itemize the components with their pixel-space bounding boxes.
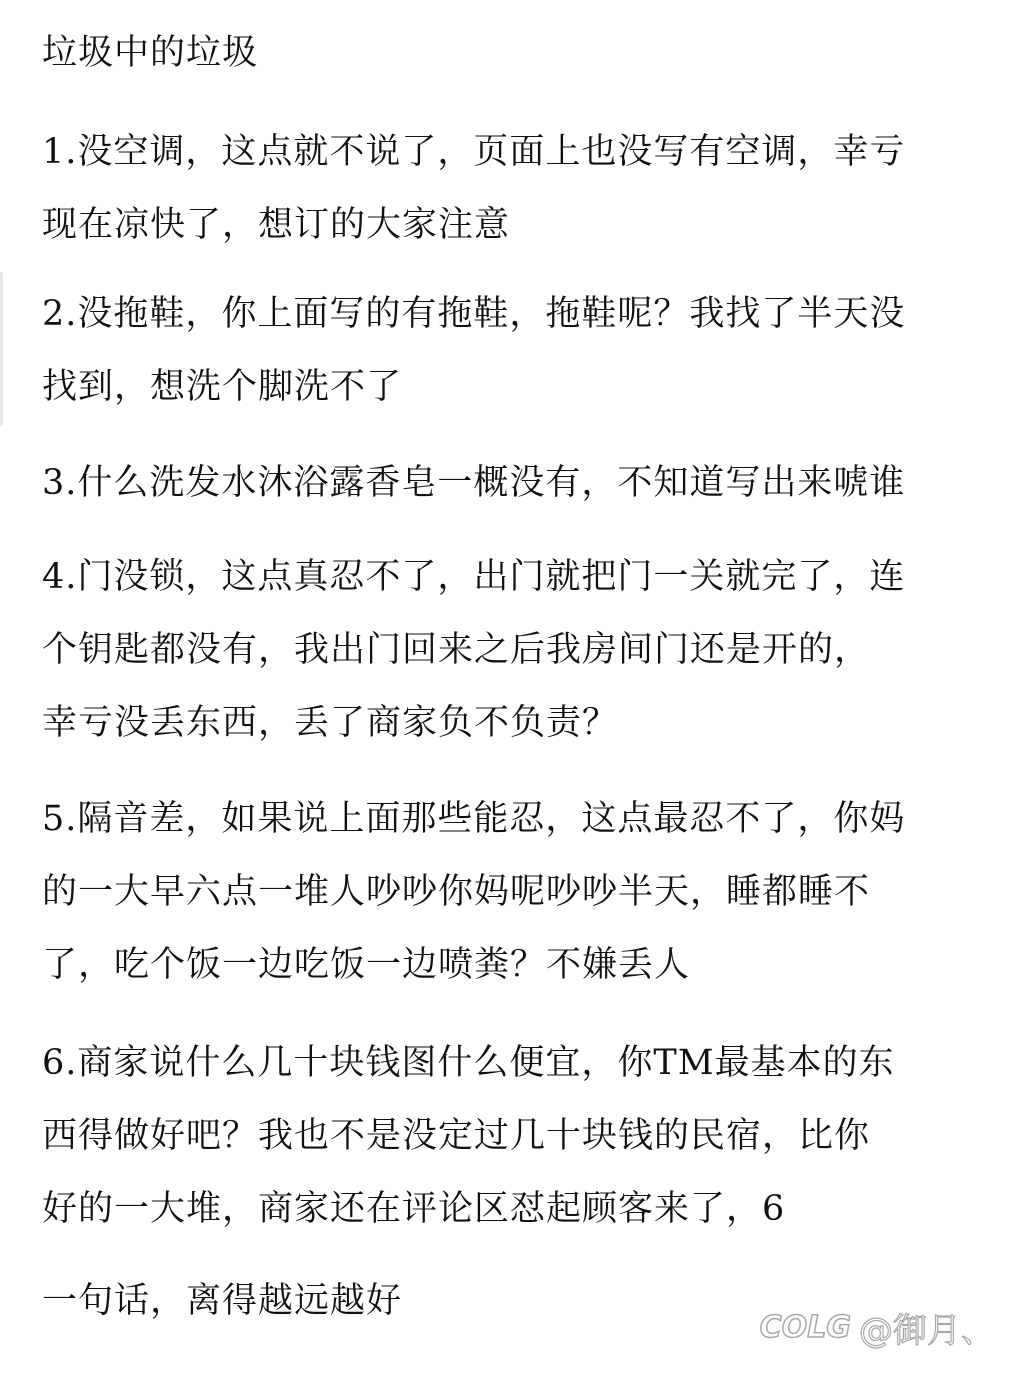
scroll-indicator [0, 272, 3, 426]
text-line: 好的一大堆，商家还在评论区怼起顾客来了，6 [42, 1189, 786, 1229]
text-line: 2.没拖鞋，你上面写的有拖鞋，拖鞋呢？我找了半天没 [42, 294, 906, 334]
text-line: 了，吃个饭一边吃饭一边喷粪？不嫌丢人 [42, 945, 691, 985]
text-line: 找到，想洗个脚洗不了 [42, 367, 403, 407]
closing-remark: 一句话，离得越远越好 [42, 1281, 403, 1321]
watermark [760, 1303, 995, 1352]
text-line: 3.什么洗发水沐浴露香皂一概没有，不知道写出来唬谁 [42, 463, 906, 503]
complaint-item-4 [42, 541, 997, 760]
text-line: 4.门没锁，这点真忍不了，出门就把门一关就完了，连 [42, 557, 906, 597]
review-title: 垃圾中的垃圾 [42, 33, 259, 73]
text-line: 西得做好吧？我也不是没定过几十块钱的民宿，比你 [42, 1116, 871, 1156]
text-line: 的一大早六点一堆人吵吵你妈呢吵吵半天，睡都睡不 [42, 872, 871, 912]
text-line: 5.隔音差，如果说上面那些能忍，这点最忍不了，你妈 [42, 799, 906, 839]
text-line: 现在凉快了，想订的大家注意 [42, 205, 511, 245]
text-line: 6.商家说什么几十块钱图什么便宜，你TM最基本的东 [42, 1043, 895, 1083]
text-line: 个钥匙都没有，我出门回来之后我房间门还是开的， [42, 630, 871, 670]
complaint-item-2 [42, 278, 997, 424]
complaint-item-1 [42, 116, 997, 262]
text-line: 1.没空调，这点就不说了，页面上也没写有空调，幸亏 [42, 132, 906, 172]
complaint-item-5 [42, 783, 997, 1002]
author-handle: @御月、 [859, 1311, 995, 1351]
complaint-item-6 [42, 1027, 997, 1246]
complaint-item-3 [42, 447, 997, 520]
site-logo: COLG [759, 1310, 851, 1345]
text-line: 幸亏没丢东西，丢了商家负不负责？ [42, 703, 619, 743]
